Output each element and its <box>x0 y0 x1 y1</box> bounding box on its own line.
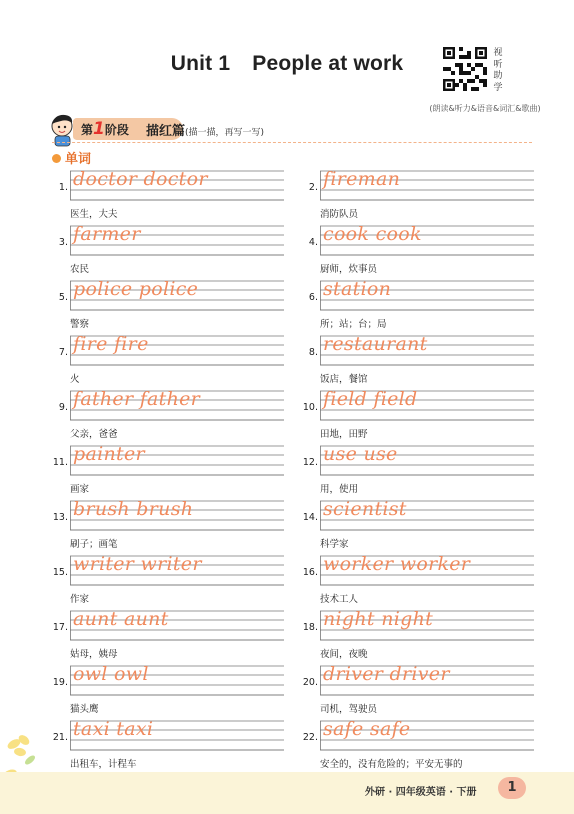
word-meaning: 安全的，没有危险的；平安无事的 <box>320 759 463 770</box>
word-number: 7. <box>58 347 68 358</box>
word-meaning: 出租车，计程车 <box>70 759 137 770</box>
word-entry <box>308 223 548 275</box>
word-entry <box>58 388 298 440</box>
word-entry <box>302 608 548 660</box>
word-entry <box>302 663 548 715</box>
word-entry <box>52 443 298 495</box>
traced-word: fire fire <box>73 333 149 355</box>
word-number: 14. <box>302 512 318 523</box>
unit-title: People at work <box>252 52 404 75</box>
word-entry <box>302 443 548 495</box>
word-meaning: 厨师，炊事员 <box>320 264 378 275</box>
word-meaning: 画家 <box>70 484 90 495</box>
word-meaning: 消防队员 <box>320 209 359 220</box>
traced-word: writer writer <box>73 553 202 575</box>
word-entry <box>308 168 548 220</box>
word-number: 2. <box>308 182 318 193</box>
qr-side-label: 视 听 助 学 <box>493 48 503 93</box>
word-meaning: 夜间，夜晚 <box>320 649 368 660</box>
traced-word: taxi taxi <box>73 718 154 740</box>
traced-word: father father <box>73 388 201 410</box>
word-number: 11. <box>52 457 68 468</box>
word-meaning: 技术工人 <box>320 594 359 605</box>
traced-word: fireman <box>323 168 401 190</box>
word-meaning: 姑母，姨母 <box>70 649 118 660</box>
word-entry <box>302 498 548 550</box>
traced-word: farmer <box>73 223 141 245</box>
word-number: 22. <box>302 732 318 743</box>
traced-word: scientist <box>323 498 407 520</box>
word-meaning: 田地，田野 <box>320 429 368 440</box>
word-number: 6. <box>308 292 318 303</box>
word-entry <box>52 553 298 605</box>
divider <box>52 142 532 143</box>
word-number: 21. <box>52 732 68 743</box>
traced-word: station <box>323 278 392 300</box>
qr-caption: (朗读&听力&语音&词汇&歌曲) <box>429 104 541 113</box>
word-entry <box>52 718 298 770</box>
word-entry <box>52 608 298 660</box>
word-meaning: 作家 <box>70 594 90 605</box>
traced-word: safe safe <box>323 718 411 740</box>
traced-word: driver driver <box>323 663 450 685</box>
word-meaning: 用，使用 <box>320 484 359 495</box>
stage-title: 描红篇(描一描，再写一写) <box>146 124 265 139</box>
page-title <box>0 52 574 76</box>
word-meaning: 饭店，餐馆 <box>320 374 368 385</box>
word-entry <box>302 388 548 440</box>
word-number: 19. <box>52 677 68 688</box>
word-entry <box>58 223 298 275</box>
word-number: 3. <box>58 237 68 248</box>
unit-label: Unit 1 <box>170 52 231 75</box>
word-meaning: 科学家 <box>320 539 349 550</box>
word-entry <box>58 168 298 220</box>
traced-word: use use <box>323 443 398 465</box>
traced-word: brush brush <box>73 498 194 520</box>
section-title: 单词 <box>65 152 92 167</box>
word-entry <box>58 278 298 330</box>
word-number: 9. <box>58 402 68 413</box>
word-meaning: 刷子；画笔 <box>70 539 118 550</box>
word-number: 15. <box>52 567 68 578</box>
section-header <box>52 148 91 167</box>
word-meaning: 医生，大夫 <box>70 209 118 220</box>
word-number: 18. <box>302 622 318 633</box>
bullet-dot-icon <box>52 154 61 163</box>
traced-word: doctor doctor <box>73 168 208 190</box>
traced-word: field field <box>323 388 418 410</box>
stage-number: 1 <box>93 119 105 139</box>
word-meaning: 所；站；台；局 <box>320 319 387 330</box>
word-entry <box>52 663 298 715</box>
word-number: 17. <box>52 622 68 633</box>
qr-code[interactable] <box>443 47 487 91</box>
word-number: 12. <box>302 457 318 468</box>
word-meaning: 警察 <box>70 319 90 330</box>
page-footer <box>0 772 574 814</box>
word-meaning: 农民 <box>70 264 90 275</box>
book-title: 外研 · 四年级英语 · 下册 <box>365 787 477 798</box>
word-number: 13. <box>52 512 68 523</box>
word-number: 10. <box>302 402 318 413</box>
traced-word: worker worker <box>323 553 471 575</box>
word-number: 16. <box>302 567 318 578</box>
word-entry <box>52 498 298 550</box>
word-entry <box>58 333 298 385</box>
traced-word: police police <box>73 278 199 300</box>
traced-word: night night <box>323 608 434 630</box>
word-entry <box>308 278 548 330</box>
stage-badge: 第1阶段 <box>73 118 183 140</box>
word-entry <box>308 333 548 385</box>
word-number: 1. <box>58 182 68 193</box>
page-number: 1 <box>498 777 526 799</box>
traced-word: aunt aunt <box>73 608 169 630</box>
stage-hint: (描一描，再写一写) <box>185 128 265 138</box>
word-meaning: 火 <box>70 374 80 385</box>
word-number: 4. <box>308 237 318 248</box>
word-number: 20. <box>302 677 318 688</box>
traced-word: painter <box>73 443 145 465</box>
word-meaning: 父亲，爸爸 <box>70 429 118 440</box>
word-entry <box>302 718 548 770</box>
traced-word: owl owl <box>73 663 149 685</box>
traced-word: cook cook <box>323 223 422 245</box>
word-entry <box>302 553 548 605</box>
word-meaning: 猫头鹰 <box>70 704 99 715</box>
word-number: 8. <box>308 347 318 358</box>
traced-word: restaurant <box>323 333 428 355</box>
word-number: 5. <box>58 292 68 303</box>
word-meaning: 司机，驾驶员 <box>320 704 378 715</box>
